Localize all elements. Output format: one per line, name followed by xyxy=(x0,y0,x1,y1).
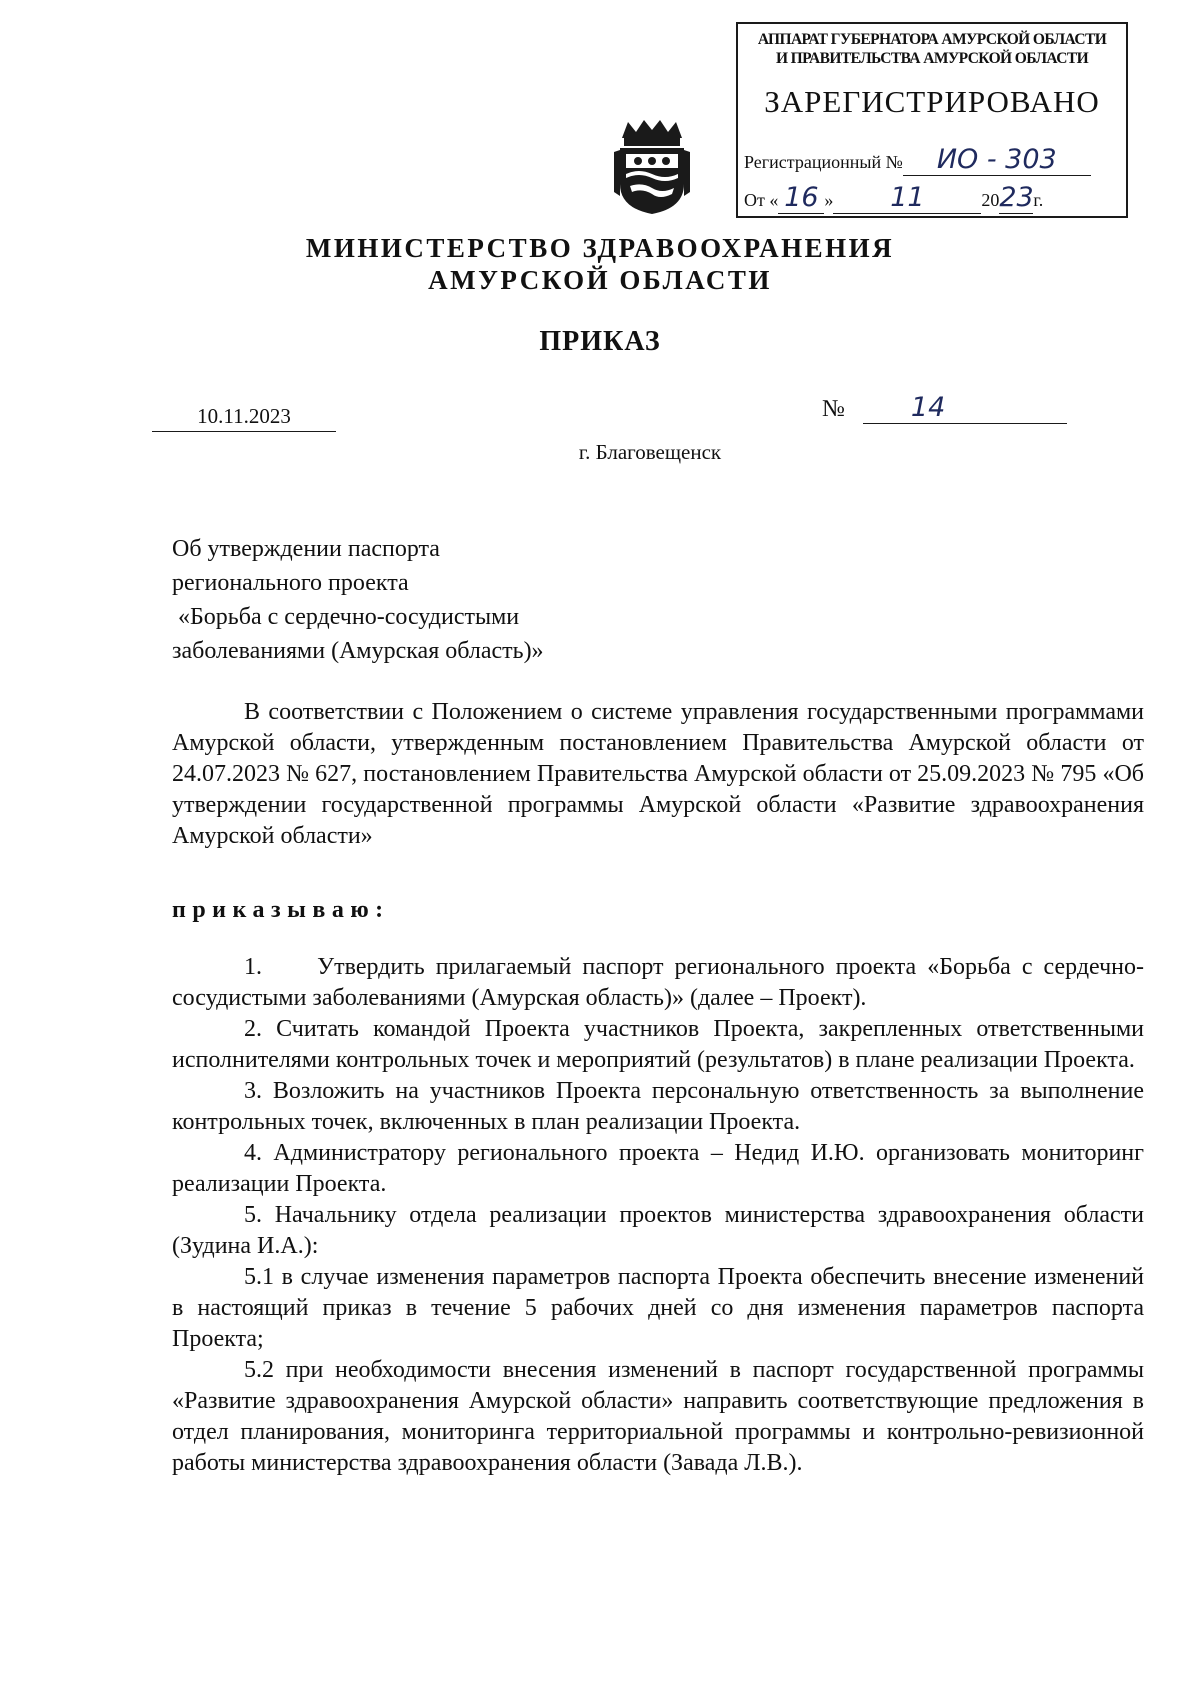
subject-line-2: регионального проекта xyxy=(172,570,409,596)
ministry-title xyxy=(0,232,1200,296)
order-item-1: 1. Утвердить прилагаемый паспорт регионального проекта «Борьба с сердечно-сосудистыми заболеваниями (Амурская область)» (далее – Проект). xyxy=(172,954,1144,1011)
order-item-4: 4. Администратору регионального проекта – Недид И.Ю. организовать мониторинг реализации Проекта. xyxy=(172,1140,1144,1197)
order-items xyxy=(172,952,1144,1479)
stamp-date-sep: » xyxy=(824,190,834,210)
decree-word: приказываю: xyxy=(172,897,390,923)
order-title: ПРИКАЗ xyxy=(539,326,661,357)
order-item-3: 3. Возложить на участников Проекта персональную ответственность за выполнение контрольных точек, включенных в план реализации Проекта. xyxy=(172,1078,1144,1135)
stamp-registered-label: ЗАРЕГИСТРИРОВАНО xyxy=(764,84,1100,119)
stamp-date-month: 11 xyxy=(890,182,925,213)
stamp-reg-number-label: Регистрационный № xyxy=(744,152,903,172)
preamble-text: В соответствии с Положением о системе управления государственными программами Амурской области, утвержденным постановлением Правительства Амурской области от 24.07.2023 № 627, постановлением Правительства Амурской области от 25.09.2023 № 795 «Об утверждении государственной программы Амурской области «Развитие здравоохранения Амурской области» xyxy=(172,699,1144,849)
order-item-5-2: 5.2 при необходимости внесения изменений в паспорт государственной программы «Развитие здравоохранения Амурской области» направить соответствующие предложения в отдел планирования, мониторинга территориальной программы и контрольно-ревизионной работы министерства здравоохранения области (Завада Л.В.). xyxy=(172,1357,1144,1476)
stamp-date-row xyxy=(744,182,1120,214)
order-item-2: 2. Считать командой Проекта участников Проекта, закрепленных ответственными исполнителями контрольных точек и мероприятий (результатов) в плане реализации Проекта. xyxy=(172,1016,1144,1073)
stamp-reg-number-value: ИО - 303 xyxy=(936,144,1057,175)
stamp-org-line-1: АППАРАТ ГУБЕРНАТОРА АМУРСКОЙ ОБЛАСТИ xyxy=(757,31,1107,48)
registration-stamp xyxy=(736,22,1128,218)
order-date: 10.11.2023 xyxy=(152,404,336,432)
ministry-title-line-2: АМУРСКОЙ ОБЛАСТИ xyxy=(428,265,772,295)
preamble xyxy=(172,697,1144,852)
coat-of-arms-icon xyxy=(614,116,690,216)
stamp-date-day: 16 xyxy=(784,182,819,213)
order-number-value: 14 xyxy=(863,392,1067,424)
order-subject xyxy=(172,532,544,668)
order-item-5: 5. Начальнику отдела реализации проектов министерства здравоохранения области (Зудина И.А.): xyxy=(172,1202,1144,1259)
order-item-5-1: 5.1 в случае изменения параметров паспорта Проекта обеспечить внесение изменений в настоящий приказ в течение 5 рабочих дней со дня изменения параметров паспорта Проекта; xyxy=(172,1264,1144,1352)
ministry-title-line-1: МИНИСТЕРСТВО ЗДРАВООХРАНЕНИЯ xyxy=(305,233,895,263)
subject-line-1: Об утверждении паспорта xyxy=(172,536,440,562)
stamp-organization xyxy=(738,30,1126,68)
stamp-year-unit: г. xyxy=(1033,190,1044,210)
stamp-date-label: От « xyxy=(744,190,779,210)
stamp-year-prefix: 20 xyxy=(981,190,1000,210)
order-number-label: № xyxy=(822,396,845,422)
stamp-reg-number-row xyxy=(744,144,1120,176)
subject-line-3: «Борьба с сердечно-сосудистыми xyxy=(172,604,520,630)
stamp-org-line-2: И ПРАВИТЕЛЬСТВА АМУРСКОЙ ОБЛАСТИ xyxy=(775,50,1089,67)
subject-line-4: заболеваниями (Амурская область)» xyxy=(172,638,544,664)
stamp-year-suffix: 23 xyxy=(999,182,1034,213)
city: г. Благовещенск xyxy=(578,440,722,464)
order-number-row xyxy=(822,392,1067,424)
